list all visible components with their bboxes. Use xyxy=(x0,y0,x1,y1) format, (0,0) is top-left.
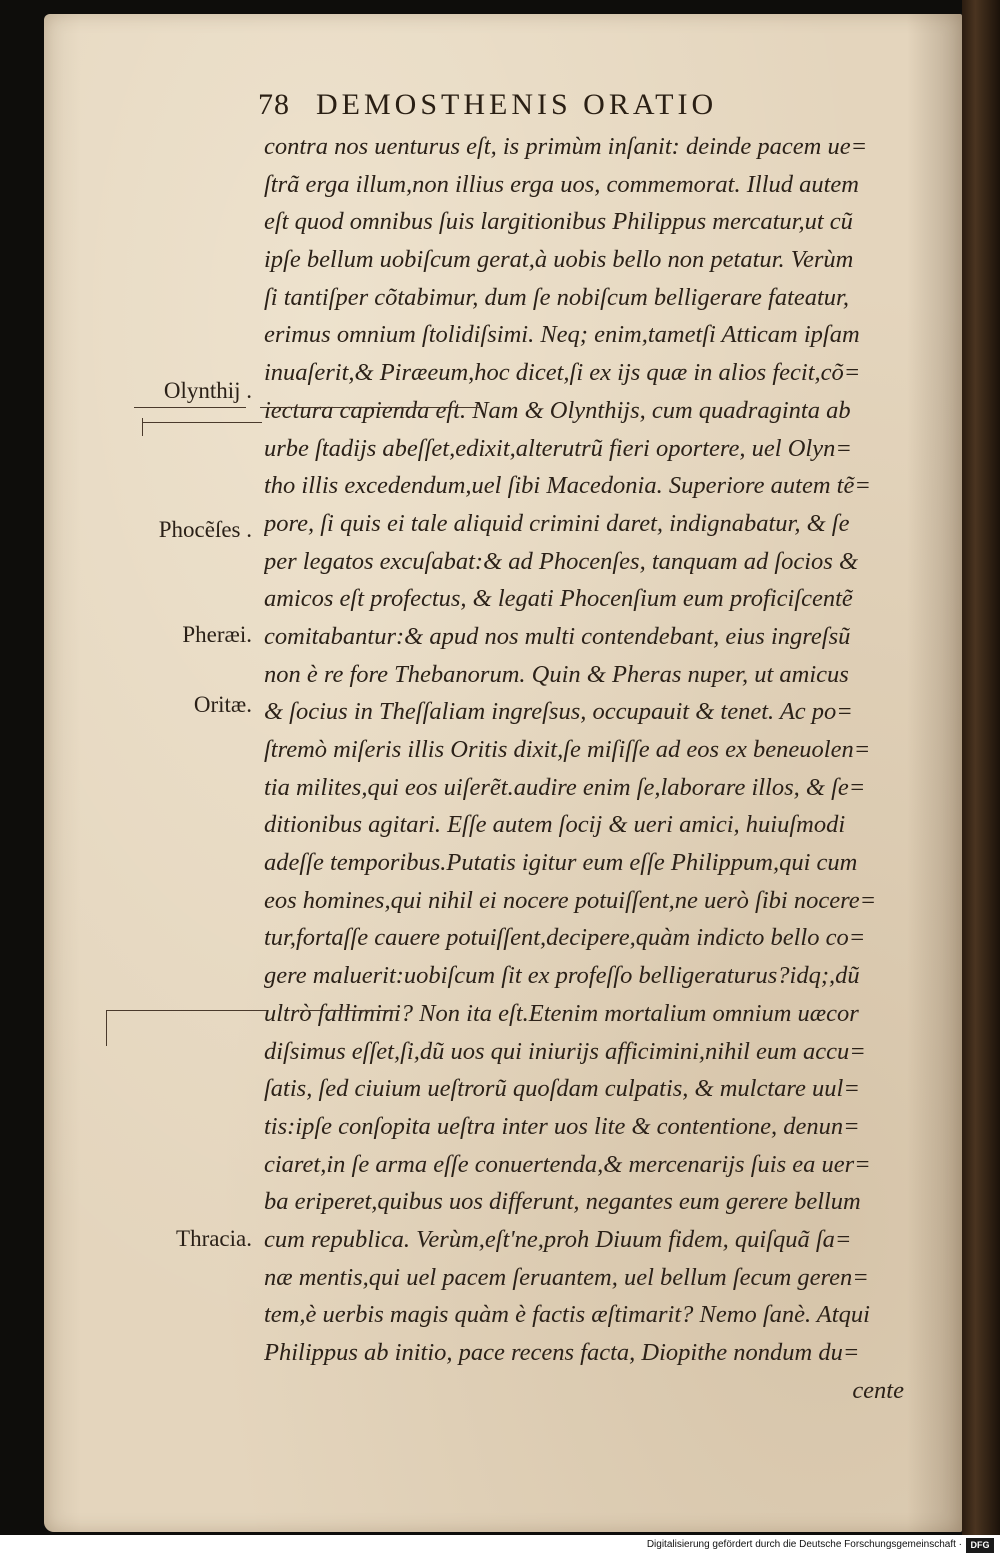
page-number: 78 xyxy=(258,88,290,121)
text-line: ipſe bellum uobiſcum gerat,à uobis bello non petatur. Verùm xyxy=(264,246,854,274)
text-line: Philippus ab initio, pace recens facta, Diopithe nondum du= xyxy=(264,1339,860,1366)
text-line: cum republica. Verùm,eſt'ne,proh Diuum fidem, quiſquã ſa= xyxy=(264,1225,852,1253)
handwritten-underline xyxy=(260,407,480,408)
text-line: ciaret,in ſe arma eſſe conuertenda,& mercenarijs ſuis ea uer= xyxy=(264,1150,871,1178)
digitization-footer xyxy=(0,1535,1000,1558)
text-line: inuaſerit,& Piræeum,hoc dicet,ſi ex ijs quæ in alios fecit,cõ= xyxy=(264,359,861,387)
text-line: adeſſe temporibus.Putatis igitur eum eſſe Philippum,qui cum xyxy=(264,849,858,877)
handwritten-underline xyxy=(300,1010,400,1011)
footer-credit: Digitalisierung gefördert durch die Deutsche Forschungsgemeinschaft · xyxy=(646,1539,962,1550)
handwritten-bracket xyxy=(106,1010,266,1011)
body-text xyxy=(264,128,924,1409)
text-line: ſtremò miſeris illis Oritis dixit,ſe miſiſſe ad eos ex beneuolen= xyxy=(264,736,871,763)
text-line: per legatos excuſabat:& ad Phocenſes, tanquam ad ſocios & xyxy=(264,547,859,575)
text-line: tem,è uerbis magis quàm è factis æſtimarit? Nemo ſanè. Atqui xyxy=(264,1301,870,1329)
text-line: non è re fore Thebanorum. Quin & Pheras nuper, ut amicus xyxy=(264,660,849,688)
text-line: eſt quod omnibus ſuis largitionibus Philippus mercatur,ut cũ xyxy=(264,208,853,236)
margin-note-olynthij: Olynthij . xyxy=(163,378,252,403)
text-line: ba eriperet,quibus uos differunt, negantes eum gerere bellum xyxy=(264,1188,861,1216)
text-line: contra nos uenturus eſt, is primùm inſanit: deinde pacem ue= xyxy=(264,133,868,160)
text-line: ſi tantiſper cõtabimur, dum ſe nobiſcum belligerare fateatur, xyxy=(264,283,849,311)
margin-note-phocenses: Phocẽſes . xyxy=(158,517,252,542)
text-line: tia milites,qui eos uiſerẽt.audire enim ſe,laborare illos, & ſe= xyxy=(264,773,866,801)
text-line: pore, ſi quis ei tale aliquid crimini daret, indignabatur, & ſe xyxy=(264,509,850,537)
text-line: & ſocius in Theſſaliam ingreſsus, occupauit & tenet. Ac po= xyxy=(264,698,853,726)
olynthij-underline xyxy=(134,407,246,408)
text-line: gere maluerit:uobiſcum ſit ex profeſſo belligeraturus?idq;,dũ xyxy=(264,962,860,990)
text-line: ſatis, ſed ciuium ueſtrorũ quoſdam culpatis, & mulctare uul= xyxy=(264,1075,860,1103)
margin-note-thracia: Thracia. xyxy=(176,1226,252,1251)
margin-note-pheraei: Pheræi. xyxy=(182,622,252,647)
handwritten-bracket xyxy=(142,422,262,423)
text-line: amicos eſt profectus, & legati Phocenſium eum proficiſcentẽ xyxy=(264,585,853,613)
text-line: ditionibus agitari. Eſſe autem ſocij & ueri amici, huiuſmodi xyxy=(264,811,846,839)
text-line: ultrò fallimini? Non ita eſt.Etenim mortalium omnium uæcor xyxy=(264,999,859,1027)
text-line: iectura capienda eſt. Nam & Olynthijs, cum quadraginta ab xyxy=(264,396,851,424)
page-header xyxy=(258,88,818,124)
dfg-logo-icon: DFG xyxy=(966,1538,994,1553)
text-line: urbe ſtadijs abeſſet,edixit,alterutrũ fieri oportere, uel Olyn= xyxy=(264,434,852,462)
text-line: diſsimus eſſet,ſi,dũ uos qui iniurijs afficimini,nihil eum accu= xyxy=(264,1037,866,1065)
text-line: tur,fortaſſe cauere potuiſſent,decipere,quàm indicto bello co= xyxy=(264,924,866,952)
text-line: erimus omnium ſtolidiſsimi. Neq; enim,tametſi Atticam ipſam xyxy=(264,321,860,349)
text-line: tis:ipſe conſopita ueſtra inter uos lite & contentione, denun= xyxy=(264,1112,860,1140)
catchword: cente xyxy=(852,1376,904,1404)
margin-note-oritae: Oritæ. xyxy=(193,692,252,717)
text-line: tho illis excedendum,uel ſibi Macedonia. Superiore autem tẽ= xyxy=(264,472,871,500)
running-title: DEMOSTHENIS ORATIO xyxy=(316,88,718,121)
handwritten-bracket-tick xyxy=(106,1010,107,1046)
text-line: eos homines,qui nihil ei nocere potuiſſent,ne uerò ſibi nocere= xyxy=(264,886,877,914)
text-line: næ mentis,qui uel pacem ſeruantem, uel bellum ſecum geren= xyxy=(264,1263,869,1291)
text-line: ſtrã erga illum,non illius erga uos, commemorat. Illud autem xyxy=(264,170,859,198)
text-line: comitabantur:& apud nos multi contendebant, eius ingreſsũ xyxy=(264,622,851,650)
book-spine-edge xyxy=(962,0,1000,1535)
handwritten-bracket-tick xyxy=(142,418,143,436)
